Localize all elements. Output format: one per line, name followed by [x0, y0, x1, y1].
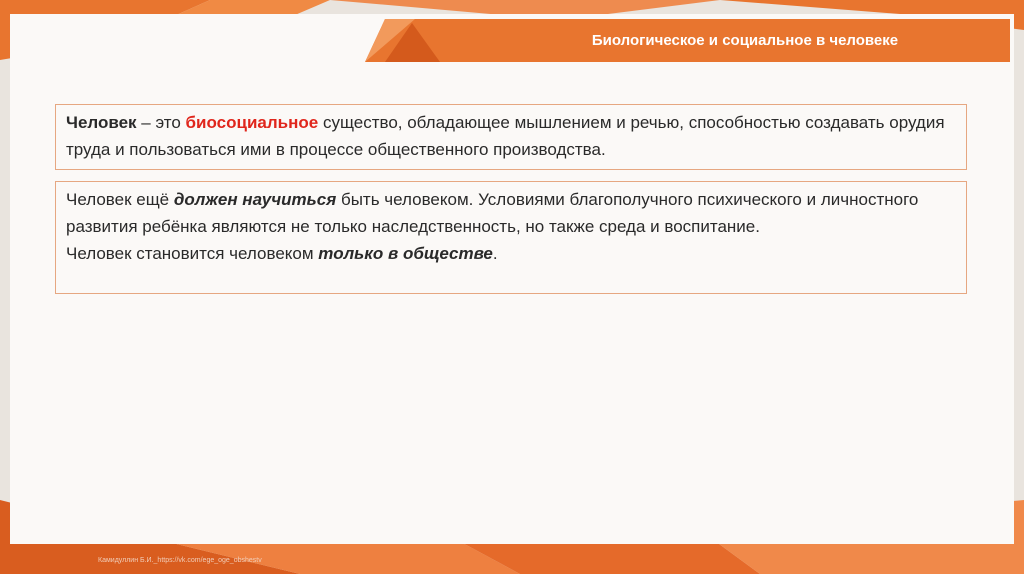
definition-box [55, 104, 967, 170]
definition-term: Человек [66, 113, 137, 132]
definition-text: существо, обладающее мышлением и речью, способностью создавать орудия труда и пользоваться ими в процессе общественного производства. [66, 113, 945, 159]
note-p1-emphasis: должен научиться [173, 190, 337, 209]
note-p2-start: Человек становится человеком [66, 244, 319, 263]
note-box [55, 181, 967, 294]
note-p1-end: быть человеком. Условиями благополучного психического и личностного развития ребёнка являются не только наследственность, но также среда и воспитание. [66, 190, 919, 236]
note-p2-emphasis: только в обществе [318, 244, 493, 263]
slide-title: Биологическое и социальное в человеке [591, 32, 899, 49]
definition-highlight: биосоциальное [185, 113, 319, 132]
title-bar [365, 19, 1010, 62]
note-paragraph-2 [66, 240, 956, 267]
footer-credit: Камидуллин Б.И._https://vk.com/ege_oge_obshestv [98, 557, 262, 564]
note-p1-start: Человек ещё [66, 190, 174, 209]
note-paragraph-1 [66, 186, 956, 240]
definition-dash: – это [136, 113, 186, 132]
note-p2-end: . [492, 244, 498, 263]
